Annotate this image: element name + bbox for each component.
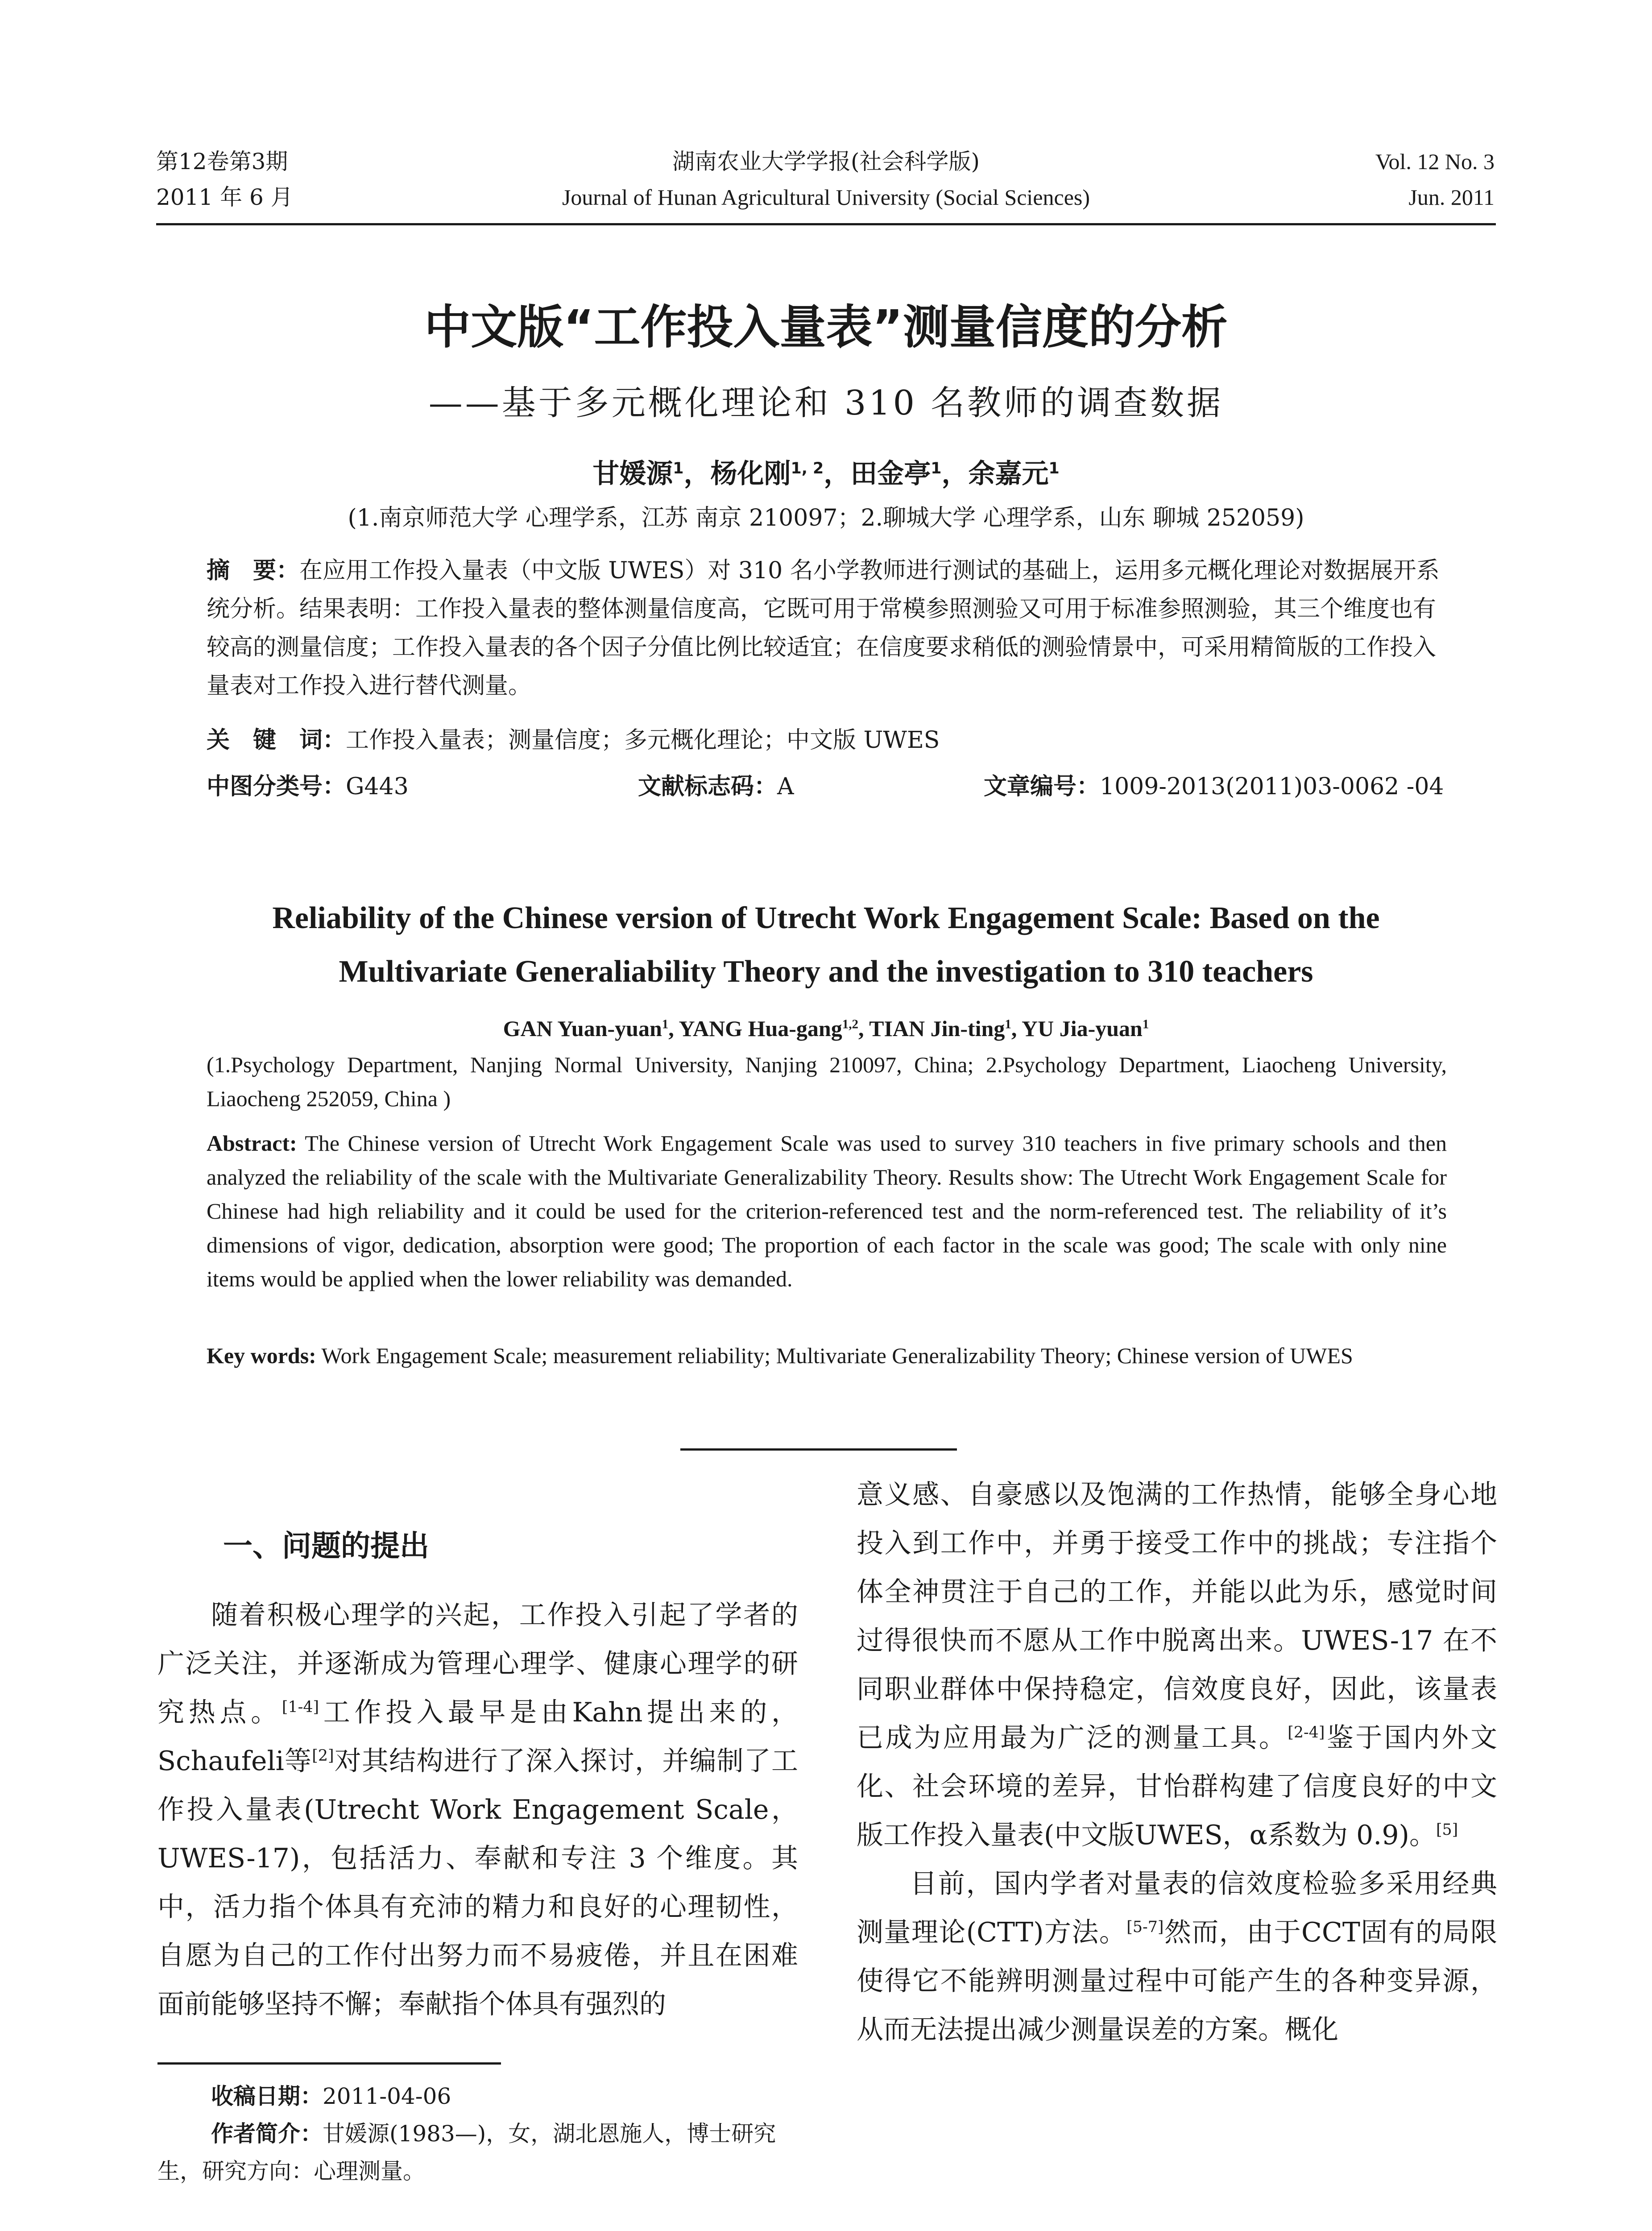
paragraph-text: 意义感、自豪感以及饱满的工作热情，能够全身心地投入到工作中，并勇于接受工作中的挑战；专注指个体全神贯注于自己的工作，并能以此为乐，感觉时间过得很快而不愿从工作中脱离出来。UWES-17 在不同职业群体中保持稳定，信效度良好，因此，该量表已成为应用最为广泛的测量工具。 [857, 1479, 1497, 1754]
citation-ref: [2] [312, 1747, 334, 1765]
paragraph [157, 1591, 798, 2029]
author-affil-mark: 1 [1048, 460, 1060, 478]
title-en-line-2: Multivariate Generaliability Theory and the investigation to 310 teachers [339, 954, 1313, 989]
citation-ref: [2-4] [1288, 1724, 1325, 1742]
author-name: 甘媛源 [592, 458, 673, 489]
paragraph-text: 鉴于国内外文化、社会环境的差异，甘怡群构建了信度良好的中文版工作投入量表(中文版UWES，α系数为 0.9)。 [857, 1722, 1498, 1851]
header-divider [156, 223, 1496, 225]
author-affil-mark: 1 [673, 460, 684, 478]
citation-ref: [1-4] [282, 1698, 319, 1717]
paper-subtitle: ——基于多元概化理论和 310 名教师的调查数据 [428, 383, 1224, 423]
document-code [638, 767, 794, 806]
author-affil-mark: 1 [931, 460, 942, 478]
author-name-en: GAN Yuan-yuan [503, 1016, 662, 1041]
header-right [1375, 144, 1495, 215]
paragraph [857, 1860, 1497, 2054]
footnote-divider [157, 2062, 501, 2065]
author-bio: 甘媛源(1983—)，女，湖北恩施人，博士研究生，研究方向：心理测量。 [157, 2121, 776, 2184]
doc-code-value: A [777, 773, 794, 800]
keywords-en [207, 1339, 1447, 1373]
footnote [157, 2078, 798, 2190]
author-name: 杨化刚 [710, 458, 791, 489]
paragraph [857, 1471, 1497, 1860]
paragraph-text: 工作投入最早是由Kahn提出来的，Schaufeli等 [157, 1697, 798, 1777]
author-bio-label: 作者简介： [211, 2121, 323, 2147]
abstract-cn [207, 552, 1447, 705]
article-number [984, 767, 1444, 806]
keywords-cn-text: 工作投入量表；测量信度；多元概化理论；中文版 UWES [346, 727, 940, 754]
keywords-cn-label: 关 键 词： [207, 727, 346, 754]
abstract-cn-label: 摘 要： [207, 557, 300, 584]
paper-title: 中文版“工作投入量表”测量信度的分析 [424, 300, 1228, 354]
author-separator: ， [824, 458, 851, 489]
footnote-received [157, 2078, 798, 2115]
paragraph-text: 随着积极心理学的兴起，工作投入引起了学者的广泛关注，并逐渐成为管理心理学、健康心理学的研究热点。 [157, 1600, 798, 1728]
section-divider [680, 1448, 957, 1451]
keywords-en-label: Key words: [207, 1343, 316, 1368]
abstract-cn-text: 在应用工作投入量表（中文版 UWES）对 310 名小学教师进行测试的基础上，运用多元概化理论对数据展开系统分析。结果表明：工作投入量表的整体测量信度高，它既可用于常模参照测验又可用于标准参照测验，其三个维度也有较高的测量信度；工作投入量表的各个因子分值比例比较适宜；在信度要求稍低的测验情景中，可采用精简版的工作投入量表对工作投入进行替代测量。 [207, 557, 1440, 699]
abstract-en-text: The Chinese version of Utrecht Work Engagement Scale was used to survey 310 teachers in five primary schools and then analyzed the reliability of the scale with the Multivariate Generalizability Theory. Results show: The Utrecht Work Engagement Scale for Chinese had high reliability and it could be used for the criterion-referenced test and the norm-referenced test. The reliability of it’s dimensions of vigor, dedication, absorption were good; The proportion of each factor in the scale was good; The scale with only nine items would be applied when the lower reliability was demanded. [207, 1131, 1447, 1291]
author-affil-mark: 1, 2 [791, 460, 824, 478]
author-affil-mark: 1 [1142, 1017, 1149, 1032]
author-name-en: YU Jia-yuan [1021, 1016, 1143, 1041]
author-separator: ， [683, 458, 711, 489]
author-name-en: TIAN Jin-ting [869, 1016, 1005, 1041]
header-month-year: Jun. 2011 [1408, 185, 1495, 210]
body-column-left [157, 1591, 798, 2029]
journal-name-en: Journal of Hunan Agricultural University (Social Sciences) [562, 185, 1090, 210]
received-label: 收稿日期： [211, 2083, 323, 2109]
paragraph-text: 目前，国内学者对量表的信效度检验多采用经典测量理论(CTT)方法。 [857, 1868, 1497, 1948]
citation-ref: [5-7] [1126, 1918, 1164, 1937]
paper-title-en [0, 892, 1652, 999]
header-volume-issue: 第12卷第3期 [156, 149, 288, 174]
author-affil-mark: 1,2 [842, 1017, 858, 1032]
article-number-label: 文章编号： [984, 773, 1100, 800]
article-number-value: 1009-2013(2011)03-0062 -04 [1100, 773, 1444, 800]
author-separator: , [1011, 1016, 1022, 1041]
paragraph-text: 然而，由于CCT固有的局限使得它不能辨明测量过程中可能产生的各种变异源，从而无法提出减少测量误差的方案。概化 [857, 1917, 1497, 2045]
abstract-en [207, 1126, 1447, 1296]
authors-en [0, 1008, 1652, 1049]
author-name: 田金亭 [850, 458, 931, 489]
header-date: 2011 年 6 月 [156, 184, 293, 210]
affiliation-cn: (1.南京师范大学 心理学系，江苏 南京 210097；2.聊城大学 心理学系，山东 聊城 252059) [348, 505, 1304, 531]
keywords-cn [207, 721, 1447, 759]
abstract-en-label: Abstract: [207, 1131, 297, 1156]
author-affil-mark: 1 [1005, 1017, 1011, 1032]
author-separator: , [668, 1016, 679, 1041]
received-date: 2011-04-06 [323, 2083, 451, 2109]
author-affil-mark: 1 [662, 1017, 669, 1032]
doc-code-label: 文献标志码： [638, 773, 778, 800]
title-en-line-1: Reliability of the Chinese version of Utrecht Work Engagement Scale: Based on the [272, 901, 1380, 935]
author-name-en: YANG Hua-gang [679, 1016, 842, 1041]
header-vol-no: Vol. 12 No. 3 [1375, 149, 1495, 174]
author-separator: , [858, 1016, 869, 1041]
footnote-author [157, 2115, 798, 2190]
clc-value: G443 [346, 773, 409, 800]
body-column-right [857, 1471, 1497, 2054]
clc-number [207, 767, 409, 806]
affiliation-en: (1.Psychology Department, Nanjing Normal University, Nanjing 210097, China; 2.Psychology Department, Liaocheng University, Liaocheng 252059, China ) [207, 1052, 1447, 1111]
paragraph-text: 对其结构进行了深入探讨，并编制了工作投入量表(Utrecht Work Engagement Scale，UWES-17)，包括活力、奉献和专注 3 个维度。其中，活力指个体具有充沛的精力和良好的心理韧性，自愿为自己的工作付出努力而不易疲倦，并且在困难面前能够坚持不懈；奉献指个体具有强烈的 [157, 1746, 799, 2020]
section-heading: 一、问题的提出 [223, 1529, 429, 1563]
author-name: 余嘉元 [968, 458, 1049, 489]
citation-ref: [5] [1436, 1821, 1458, 1839]
clc-label: 中图分类号： [207, 773, 346, 800]
journal-name-cn: 湖南农业大学学报(社会科学版) [672, 149, 980, 174]
keywords-en-text: Work Engagement Scale; measurement reliability; Multivariate Generalizability Theory; Chinese version of UWES [316, 1343, 1353, 1368]
authors-cn [0, 452, 1652, 496]
author-separator: ， [941, 458, 969, 489]
